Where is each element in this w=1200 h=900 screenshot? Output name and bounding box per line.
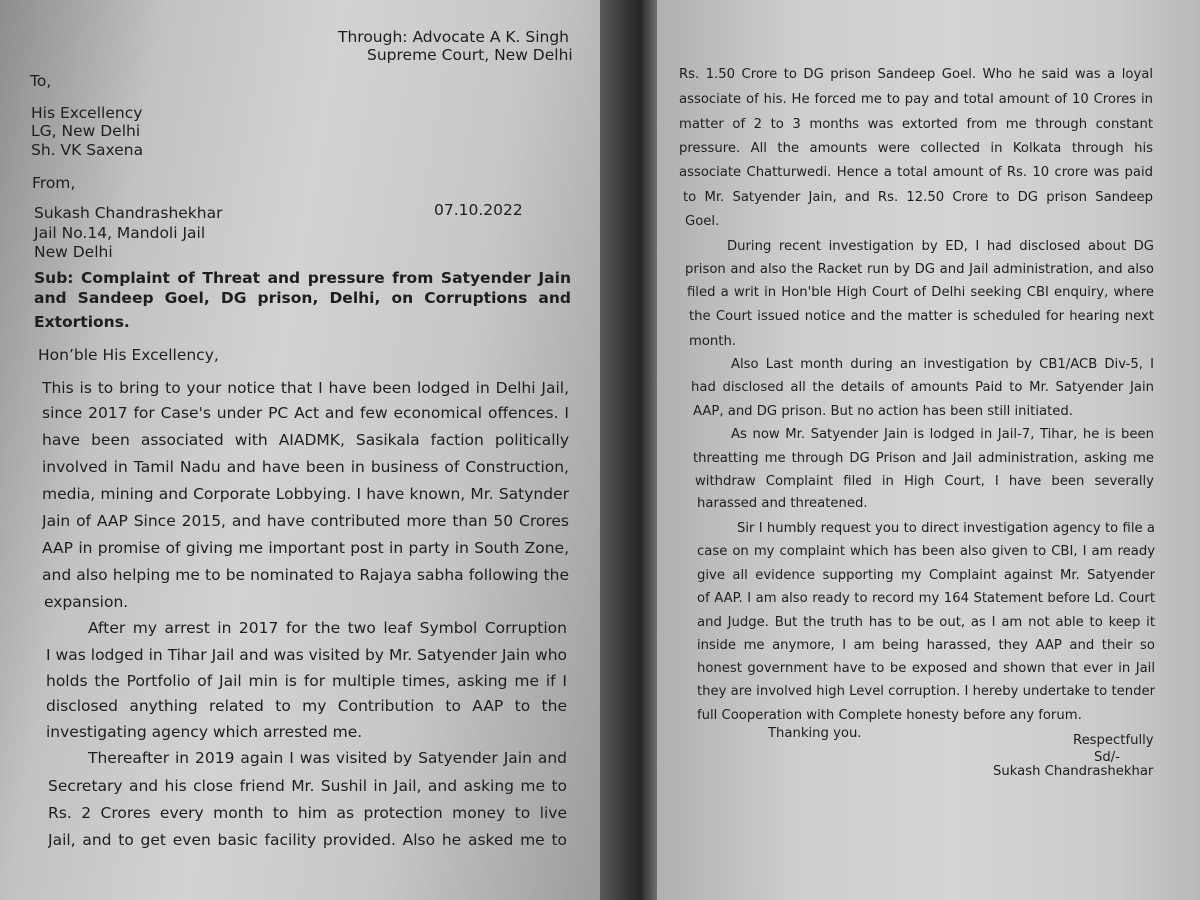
body-line: and also helping me to be nominated to Rajaya sabha following the bbox=[42, 566, 569, 584]
body-line: During recent investigation by ED, I had disclosed about DG bbox=[727, 239, 1154, 254]
body-line: This is to bring to your notice that I have been lodged in Delhi Jail, bbox=[42, 379, 569, 397]
body-line: Secretary and his close friend Mr. Sushil in Jail, and asking me to bbox=[48, 777, 567, 795]
body-line: the Court issued notice and the matter is scheduled for hearing next bbox=[689, 309, 1154, 324]
recipient-line: LG, New Delhi bbox=[31, 122, 141, 140]
sender-line: Jail No.14, Mandoli Jail bbox=[34, 224, 206, 242]
body-line: investigating agency which arrested me. bbox=[46, 723, 363, 741]
closing-thanks: Thanking you. bbox=[768, 726, 862, 741]
body-line: associate of his. He forced me to pay and total amount of 10 Crores in bbox=[679, 92, 1153, 107]
subject-line: and Sandeep Goel, DG prison, Delhi, on Corruptions and bbox=[34, 289, 571, 307]
recipient-line: His Excellency bbox=[31, 104, 143, 122]
body-line: AAP, and DG prison. But no action has been still initiated. bbox=[693, 404, 1073, 419]
body-line: Rs. 1.50 Crore to DG prison Sandeep Goel. Who he said was a loyal bbox=[679, 67, 1153, 82]
body-line: month. bbox=[689, 334, 736, 349]
body-line: to Mr. Satyender Jain, and Rs. 12.50 Crore to DG prison Sandeep bbox=[683, 190, 1153, 205]
body-line: threatting me through DG Prison and Jail administration, asking me bbox=[693, 451, 1154, 466]
body-line: filed a writ in Hon'ble High Court of Delhi seeking CBI enquiry, where bbox=[687, 285, 1154, 300]
body-line: had disclosed all the details of amounts Paid to Mr. Satyender Jain bbox=[691, 380, 1154, 395]
body-line: give all evidence supporting my Complaint against Mr. Satyender bbox=[697, 568, 1155, 583]
body-line: they are involved high Level corruption. I hereby undertake to tender bbox=[697, 684, 1155, 699]
body-line: Goel. bbox=[685, 214, 720, 229]
body-line: Sir I humbly request you to direct investigation agency to file a bbox=[737, 521, 1155, 536]
salutation: Hon’ble His Excellency, bbox=[38, 346, 219, 364]
body-line: matter of 2 to 3 months was extorted from me through constant bbox=[679, 117, 1153, 132]
body-line: Jain of AAP Since 2015, and have contributed more than 50 Crores bbox=[42, 512, 569, 530]
letter-page-right bbox=[657, 0, 1200, 900]
body-line: Also Last month during an investigation by CB1/ACB Div-5, I bbox=[731, 357, 1154, 372]
body-line: involved in Tamil Nadu and have been in business of Construction, bbox=[42, 458, 569, 476]
body-line: case on my complaint which has been also given to CBI, I am ready bbox=[697, 544, 1155, 559]
body-line: Jail, and to get even basic facility provided. Also he asked me to bbox=[48, 831, 567, 849]
body-line: expansion. bbox=[44, 593, 129, 611]
body-line: media, mining and Corporate Lobbying. I have known, Mr. Satynder bbox=[42, 485, 569, 503]
body-line: and Judge. But the truth has to be out, as I am not able to keep it bbox=[697, 615, 1155, 630]
body-line: of AAP. I am also ready to record my 164 Statement before Ld. Court bbox=[697, 591, 1155, 606]
sender-line: Sukash Chandrashekhar bbox=[34, 204, 223, 222]
body-line: holds the Portfolio of Jail min is for multiple times, asking me if I bbox=[46, 672, 567, 690]
body-line: since 2017 for Case's under PC Act and few economical offences. I bbox=[42, 404, 569, 422]
letter-date: 07.10.2022 bbox=[434, 201, 523, 219]
body-line: I was lodged in Tihar Jail and was visited by Mr. Satyender Jain who bbox=[46, 646, 567, 664]
body-line: Rs. 2 Crores every month to him as protection money to live bbox=[48, 804, 567, 822]
subject-line: Extortions. bbox=[34, 313, 130, 331]
body-line: harassed and threatened. bbox=[697, 496, 868, 511]
through-line: Through: Advocate A K. Singh bbox=[338, 28, 570, 46]
body-line: have been associated with AIADMK, Sasikala faction politically bbox=[42, 431, 569, 449]
body-line: honest government have to be exposed and shown that ever in Jail bbox=[697, 661, 1155, 676]
recipient-line: Sh. VK Saxena bbox=[31, 141, 144, 159]
body-line: associate Chatturwedi. Hence a total amount of Rs. 10 crore was paid bbox=[679, 165, 1153, 180]
body-line: AAP in promise of giving me important post in party in South Zone, bbox=[42, 539, 569, 557]
body-line: inside me anymore, I am being harassed, they AAP and their so bbox=[697, 638, 1155, 653]
body-line: pressure. All the amounts were collected in Kolkata through his bbox=[679, 141, 1153, 156]
body-line: prison and also the Racket run by DG and Jail administration, and also bbox=[685, 262, 1154, 277]
body-line: After my arrest in 2017 for the two leaf Symbol Corruption bbox=[88, 619, 567, 637]
body-line: withdraw Complaint filed in High Court, I have been severally bbox=[695, 474, 1154, 489]
page-gutter bbox=[600, 0, 657, 900]
body-line: disclosed anything related to my Contribution to AAP to the bbox=[46, 697, 567, 715]
to-label: To, bbox=[30, 72, 52, 90]
from-label: From, bbox=[32, 174, 76, 192]
subject-line: Sub: Complaint of Threat and pressure from Satyender Jain bbox=[34, 269, 571, 287]
closing-sd: Sd/- bbox=[1094, 750, 1120, 765]
body-line: Thereafter in 2019 again I was visited by Satyender Jain and bbox=[88, 749, 567, 767]
closing-respectfully: Respectfully bbox=[1073, 733, 1154, 748]
sender-line: New Delhi bbox=[34, 243, 113, 261]
court-line: Supreme Court, New Delhi bbox=[367, 46, 573, 64]
signatory-name: Sukash Chandrashekhar bbox=[993, 764, 1154, 779]
body-line: full Cooperation with Complete honesty before any forum. bbox=[697, 708, 1082, 723]
body-line: As now Mr. Satyender Jain is lodged in Jail-7, Tihar, he is been bbox=[731, 427, 1154, 442]
